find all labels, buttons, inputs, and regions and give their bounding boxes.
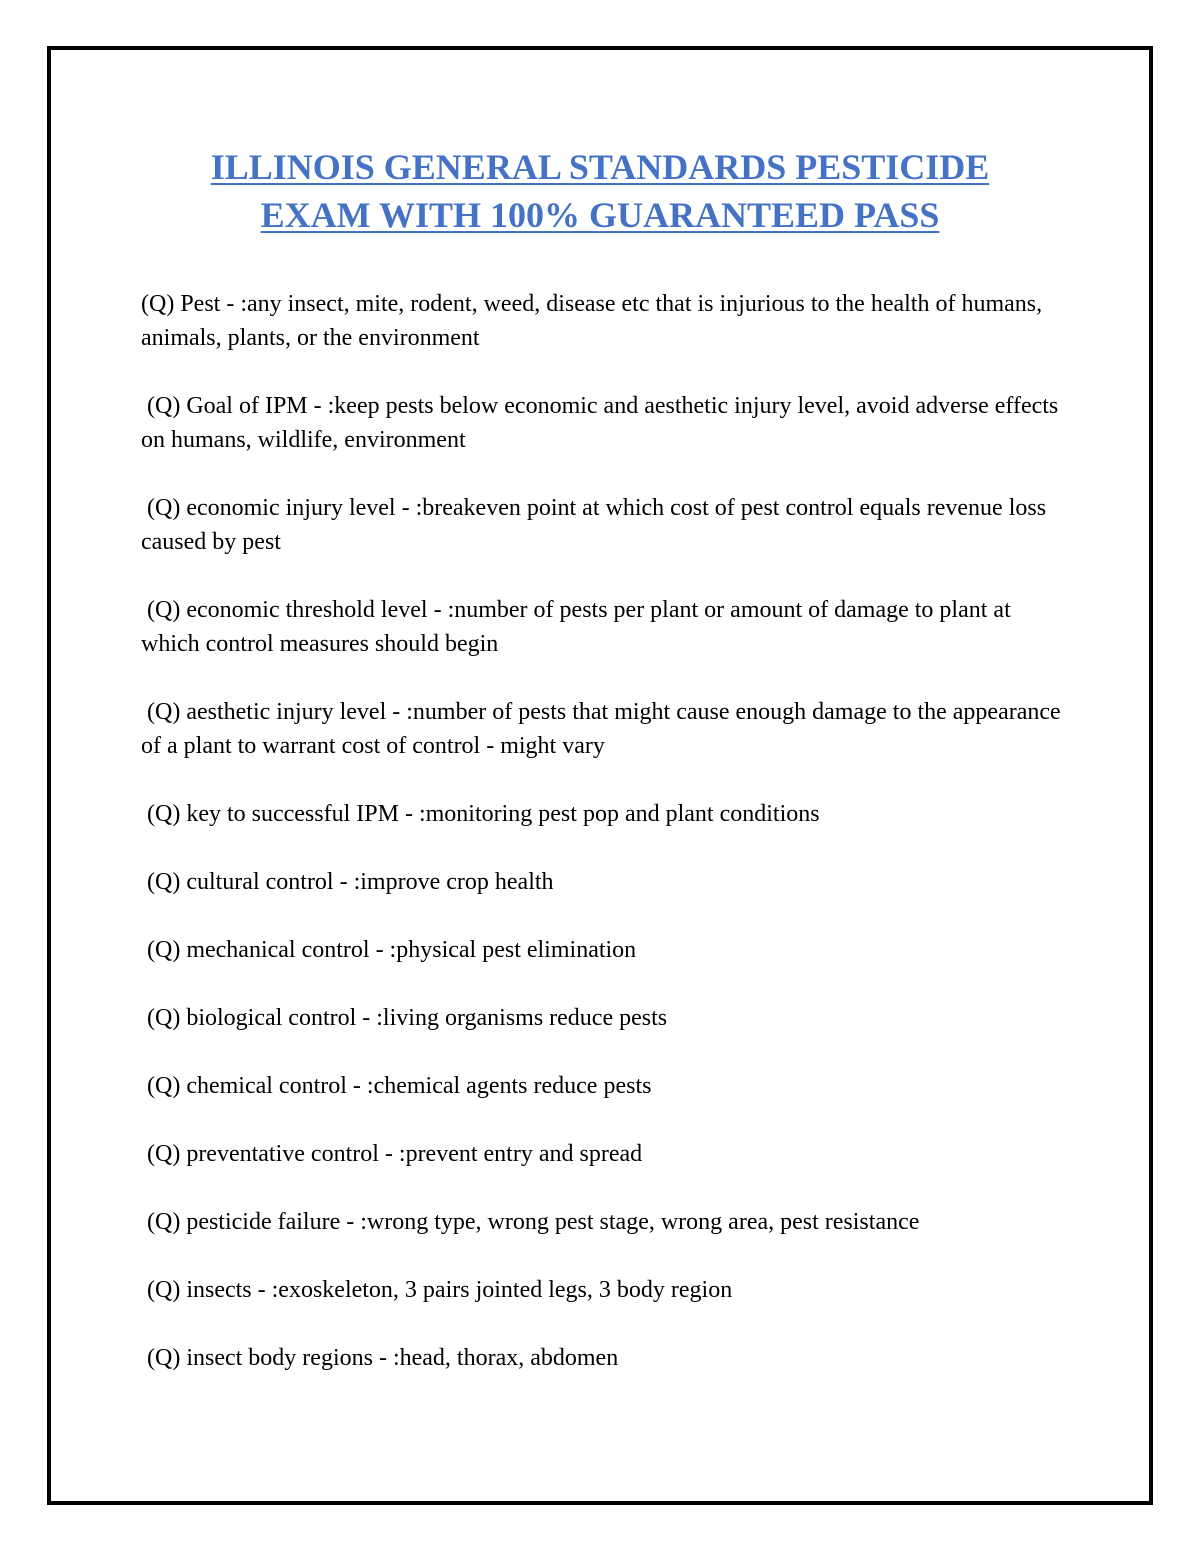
qa-item-biological-control: (Q) biological control - :living organisms reduce pests [141,1005,668,1031]
qa-item-cultural-control: (Q) cultural control - :improve crop health [141,869,554,895]
qa-item-chemical-control: (Q) chemical control - :chemical agents reduce pests [141,1073,652,1099]
qa-item-goal-of-ipm: (Q) Goal of IPM - :keep pests below economic and aesthetic injury level, avoid adverse effects on humans, wildlife, environment [141,393,1065,453]
qa-item-economic-threshold-level: (Q) economic threshold level - :number of pests per plant or amount of damage to plant at which control measures should begin [141,597,1017,657]
qa-item-key-to-ipm: (Q) key to successful IPM - :monitoring pest pop and plant conditions [141,801,820,827]
qa-item-pest: (Q) Pest - :any insect, mite, rodent, weed, disease etc that is injurious to the health of humans, animals, plants, or the environment [141,291,1049,351]
title-line-1: ILLINOIS GENERAL STANDARDS PESTICIDE [210,147,990,187]
qa-item-economic-injury-level: (Q) economic injury level - :breakeven point at which cost of pest control equals revenue loss caused by pest [141,495,1053,555]
document-title [60,143,1140,239]
qa-item-mechanical-control: (Q) mechanical control - :physical pest elimination [141,937,637,963]
qa-item-insects: (Q) insects - :exoskeleton, 3 pairs jointed legs, 3 body region [141,1277,733,1303]
qa-item-aesthetic-injury-level: (Q) aesthetic injury level - :number of pests that might cause enough damage to the appearance of a plant to warrant cost of control - might vary [141,699,1067,759]
qa-item-pesticide-failure: (Q) pesticide failure - :wrong type, wrong pest stage, wrong area, pest resistance [141,1209,920,1235]
qa-item-insect-body-regions: (Q) insect body regions - :head, thorax, abdomen [141,1345,619,1371]
qa-list [141,287,1067,1375]
qa-item-preventative-control: (Q) preventative control - :prevent entry and spread [141,1141,643,1167]
title-line-2: EXAM WITH 100% GUARANTEED PASS [260,195,940,235]
